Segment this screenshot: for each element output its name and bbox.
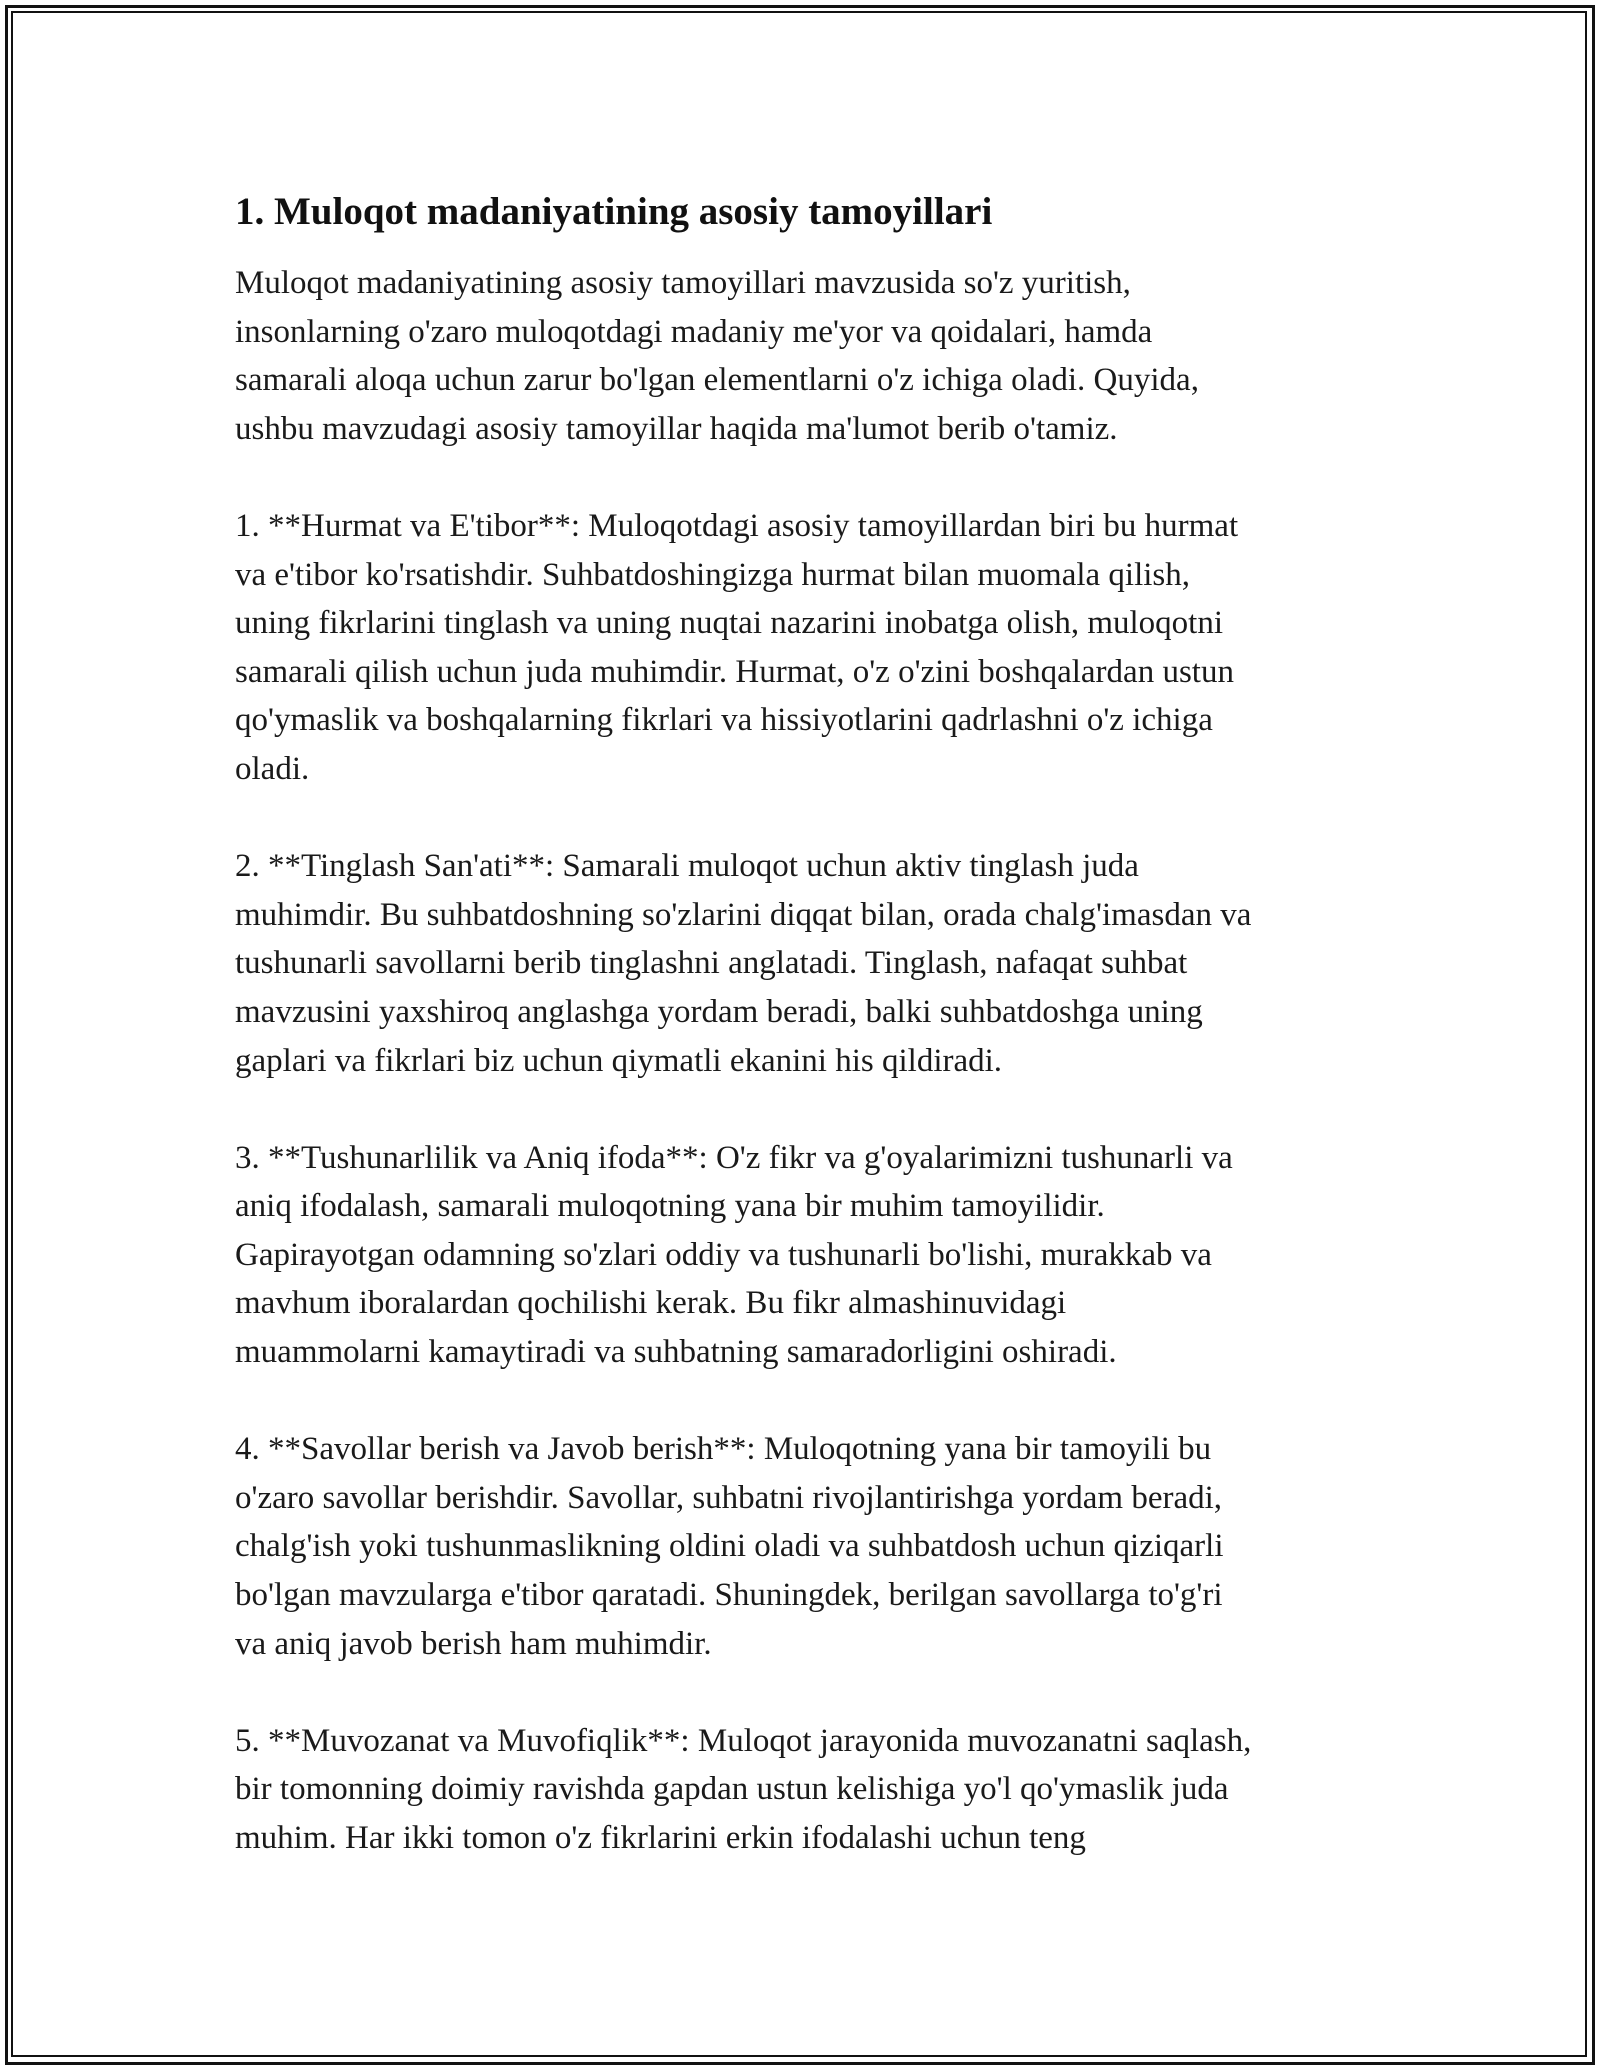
paragraph-balance: 5. **Muvozanat va Muvofiqlik**: Muloqot jarayonida muvozanatni saqlash, bir tomonning doimiy ravishda gapdan ustun kelishiga yo'l qo'ymaslik juda muhim. Har ikki tomon o'z fikrlarini erkin ifodalashi uchun teng (235, 1722, 1252, 1856)
paragraph-questions: 4. **Savollar berish va Javob berish**: Muloqotning yana bir tamoyili bu o'zaro savollar berishdir. Savollar, suhbatni rivojlantirishga yordam beradi, chalg'ish yoki tushunmaslikning oldini oladi va suhbatdosh uchun qiziqarli bo'lgan mavzularga e'tibor qaratadi. Shuningdek, berilgan savollarga to'g'ri va aniq javob berish ham muhimdir. (235, 1431, 1224, 1662)
paragraph-clarity: 3. **Tushunarlilik va Aniq ifoda**: O'z fikr va g'oyalarimizni tushunarli va aniq ifodalash, samarali muloqotning yana bir muhim tamoyilidir. Gapirayotgan odamning so'zlari oddiy va tushunarli bo'lishi, murakkab va mavhum iboralardan qochilishi kerak. Bu fikr almashinuvidagi muammolarni kamaytiradi va suhbatning samaradorligini oshiradi. (235, 1139, 1233, 1371)
paragraph-respect: 1. **Hurmat va E'tibor**: Muloqotdagi asosiy tamoyillardan biri bu hurmat va e'tibor ko'rsatishdir. Suhbatdoshingizga hurmat bilan muomala qilish, uning fikrlarini tinglash va uning nuqtai nazarini inobatga olish, muloqotni samarali qilish uchun juda muhimdir. Hurmat, o'z o'zini boshqalardan ustun qo'ymaslik va boshqalarning fikrlari va hissiyotlarini qadrlashni o'z ichiga oladi. (235, 507, 1239, 787)
document-page (235, 186, 1375, 1863)
intro-paragraph: Muloqot madaniyatining asosiy tamoyillari mavzusida so'z yuritish, insonlarning o'zaro muloqotdagi madaniy me'yor va qoidalari, hamda samarali aloqa uchun zarur bo'lgan elementlarni o'z ichiga oladi. Quyida, ushbu mavzudagi asosiy tamoyillar haqida ma'lumot berib o'tamiz. (235, 265, 1199, 447)
document-title: 1. Muloqot madaniyatining asosiy tamoyillari (235, 190, 993, 233)
paragraph-listening: 2. **Tinglash San'ati**: Samarali muloqot uchun aktiv tinglash juda muhimdir. Bu suhbatdoshning so'zlarini diqqat bilan, orada chalg'imasdan va tushunarli savollarni berib tinglashni anglatadi. Tinglash, nafaqat suhbat mavzusini yaxshiroq anglashga yordam beradi, balki suhbatdoshga uning gaplari va fikrlari biz uchun qiymatli ekanini his qildiradi. (235, 848, 1252, 1079)
